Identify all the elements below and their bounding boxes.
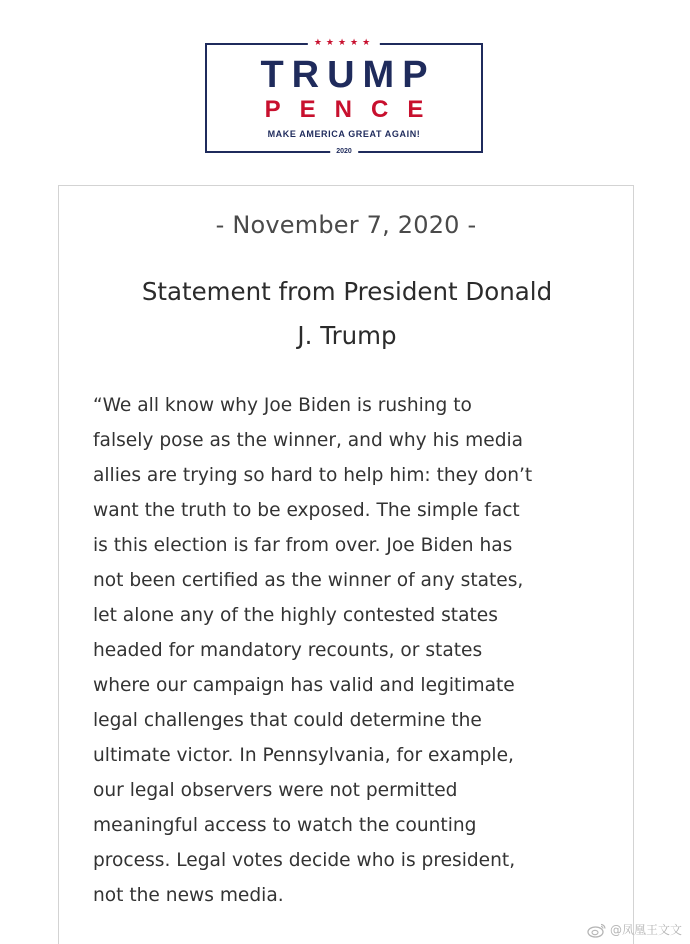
watermark-text: @凤凰王文文: [609, 923, 682, 937]
statement-body-line: our legal observers were not permitted: [93, 780, 458, 801]
logo-year: 2020: [330, 146, 358, 158]
statement-body-line: is this election is far from over. Joe Biden has: [93, 535, 513, 556]
statement-title-line: J. Trump: [297, 321, 397, 350]
statement-body-line: allies are trying so hard to help him: they don’t: [93, 465, 533, 486]
statement-body-line: legal challenges that could determine the: [93, 710, 482, 731]
logo-slogan: MAKE AMERICA GREAT AGAIN!: [267, 129, 421, 139]
statement-body-line: let alone any of the highly contested states: [93, 605, 498, 626]
statement-body-line: want the truth to be exposed. The simple fact: [93, 500, 520, 521]
statement-body-line: falsely pose as the winner, and why his media: [93, 430, 524, 451]
statement-body-line: not the news media.: [93, 885, 284, 906]
statement-body-line: where our campaign has valid and legitimate: [93, 675, 515, 696]
logo-pence-text: PENCE: [264, 96, 443, 123]
statement-title: [79, 270, 615, 358]
trump-pence-logo: [205, 38, 483, 155]
statement-body-line: not been certified as the winner of any states,: [93, 570, 524, 591]
statement-date: - November 7, 2020 -: [215, 211, 477, 239]
logo-trump-text: TRUMP: [260, 54, 436, 96]
statement-body: [93, 388, 633, 913]
logo-stars: ★★★★★: [308, 36, 380, 50]
statement-body-line: process. Legal votes decide who is president,: [93, 850, 516, 871]
statement-body-line: “We all know why Joe Biden is rushing to: [93, 395, 472, 416]
statement-body-line: meaningful access to watch the counting: [93, 815, 477, 836]
statement-title-line: Statement from President Donald: [141, 277, 553, 306]
weibo-icon: [587, 922, 607, 938]
statement-card: [58, 185, 634, 944]
statement-body-line: headed for mandatory recounts, or states: [93, 640, 483, 661]
weibo-watermark: [587, 922, 682, 938]
statement-body-line: ultimate victor. In Pennsylvania, for example,: [93, 745, 514, 766]
